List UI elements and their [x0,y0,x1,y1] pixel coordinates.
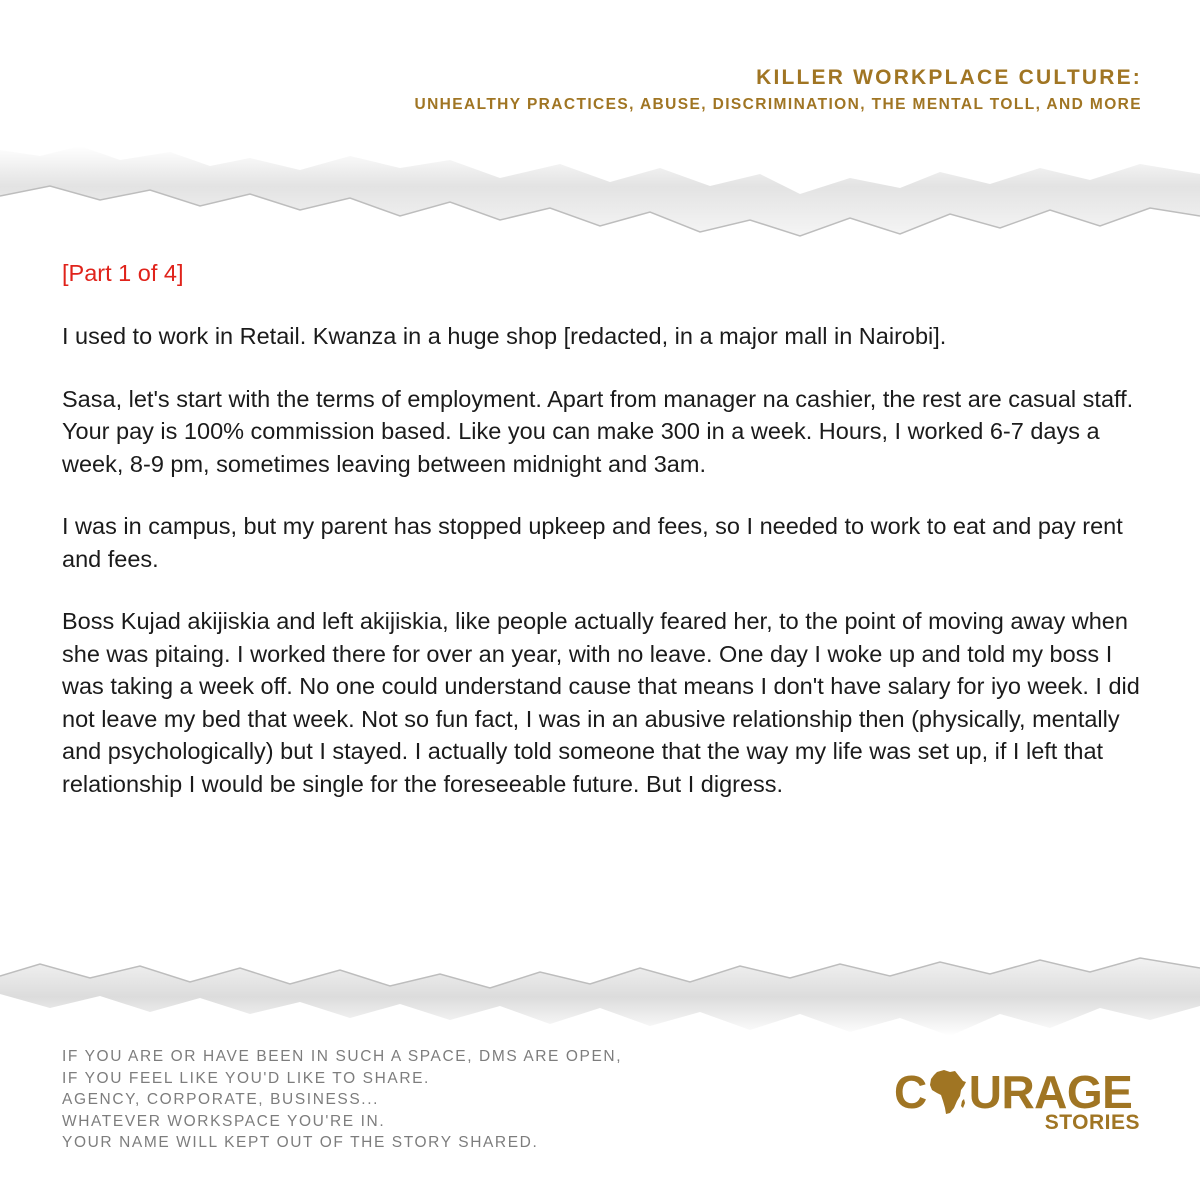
story-paragraph: Sasa, let's start with the terms of employment. Apart from manager na cashier, the rest are casual staff. Your pay is 100% commission based. Like you can make 300 in a week. Hours, I worked 6-7 days a week, 8-9 pm, sometimes leaving between midnight and 3am. [62,385,1134,477]
footer-line: AGENCY, CORPORATE, BUSINESS... [62,1091,380,1108]
footer-line: IF YOU FEEL LIKE YOU'D LIKE TO SHARE. [62,1069,430,1087]
footer-line: WHATEVER WORKSPACE YOU'RE IN. [62,1112,386,1130]
story-paragraph: Boss Kujad akijiskia and left akijiskia, like people actually feared her, to the point of moving away when she was pitaing. I worked there for over an year, with no leave. One day I woke up and told my boss I was taking a week off. No one could understand cause that means I don't have salary for iyo week. I did not leave my bed that week. Not so fun fact, I was in an abusive relationship then (physically, mentally and psychologically) but I stayed. I actually told someone that the way my life was set up, if I left that relationship I would be single for the foreseeable future. But I digress. [62,608,1140,797]
africa-map-icon [928,1068,968,1116]
page-subtitle: UNHEALTHY PRACTICES, ABUSE, DISCRIMINATION, THE MENTAL TOLL, AND MORE [414,96,1142,113]
footer-line: IF YOU ARE OR HAVE BEEN IN SUCH A SPACE, DMS ARE OPEN, [62,1048,623,1065]
torn-paper-bottom-divider [0,948,1200,1048]
torn-paper-top-divider [0,138,1200,246]
logo-letters-urage: URAGE [968,1066,1133,1118]
story-paragraph: I was in campus, but my parent has stopped upkeep and fees, so I needed to work to eat and pay rent and fees. [62,513,1123,572]
page-title: KILLER WORKPLACE CULTURE: [756,66,1142,89]
courage-stories-logo [894,1066,1144,1144]
footer-line: YOUR NAME WILL KEPT OUT OF THE STORY SHARED. [62,1134,539,1151]
logo-subtitle: STORIES [1044,1111,1140,1134]
header [414,64,1142,116]
footer-invitation [62,1046,622,1154]
logo-letter-c: C [894,1066,927,1118]
story-content [62,256,1152,830]
story-paragraph: I used to work in Retail. Kwanza in a huge shop [redacted, in a major mall in Nairobi]. [62,323,947,349]
part-label: [Part 1 of 4] [62,260,184,286]
